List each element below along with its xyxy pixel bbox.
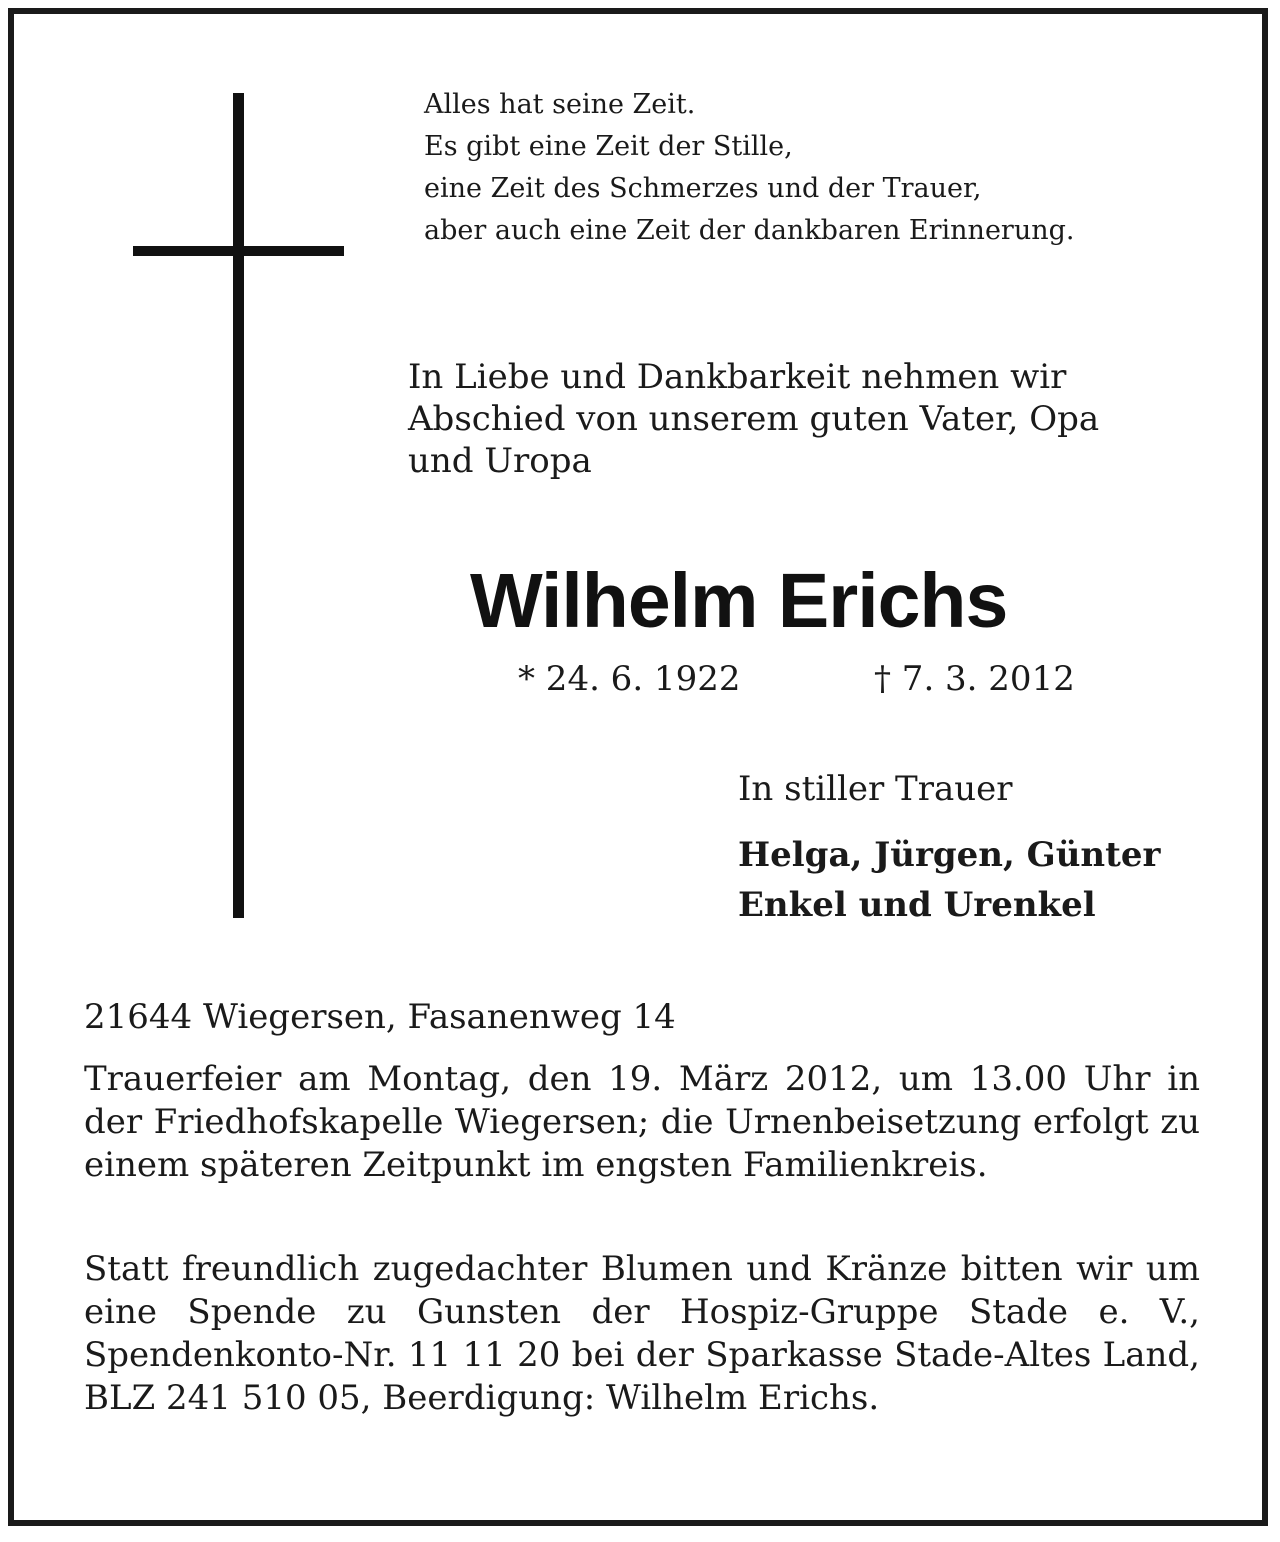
farewell-line: In Liebe und Dankbarkeit nehmen wir (408, 357, 1067, 397)
deceased-name: Wilhelm Erichs (470, 558, 1008, 644)
poem-line: Alles hat seine Zeit. (424, 89, 696, 120)
death-date: † 7. 3. 2012 (874, 659, 1075, 699)
donation-info: Statt freundlich zugedachter Blumen und Kränze bitten wir um eine Spende zu Gunsten der Hospiz-Gruppe Stade e. V., Spendenkonto-Nr. 11 11 20 bei der Sparkasse Stade-Altes Land, BLZ 241 510 05, Beerdigung: Wilhelm Erichs. (84, 1249, 1200, 1418)
cross-icon-vertical-bar (233, 93, 244, 918)
poem (424, 84, 1074, 252)
farewell-text (408, 356, 1208, 482)
mourners-list (738, 830, 1160, 930)
farewell-line: und Uropa (408, 441, 592, 481)
mourning-label: In stiller Trauer (738, 769, 1013, 809)
poem-line: eine Zeit des Schmerzes und der Trauer, (424, 173, 982, 204)
birth-date: * 24. 6. 1922 (518, 659, 741, 699)
farewell-line: Abschied von unserem guten Vater, Opa (408, 399, 1100, 439)
poem-line: aber auch eine Zeit der dankbaren Erinnerung. (424, 215, 1075, 246)
mourners-line: Helga, Jürgen, Günter (738, 835, 1161, 875)
poem-line: Es gibt eine Zeit der Stille, (424, 131, 793, 162)
cross-icon-horizontal-bar (133, 246, 344, 256)
address: 21644 Wiegersen, Fasanenweg 14 (84, 997, 676, 1037)
mourners-line: Enkel und Urenkel (738, 885, 1096, 925)
service-info: Trauerfeier am Montag, den 19. März 2012, um 13.00 Uhr in der Friedhofskapelle Wiegersen; die Urnenbeisetzung erfolgt zu einem späteren Zeitpunkt im engsten Familienkreis. (84, 1059, 1200, 1185)
